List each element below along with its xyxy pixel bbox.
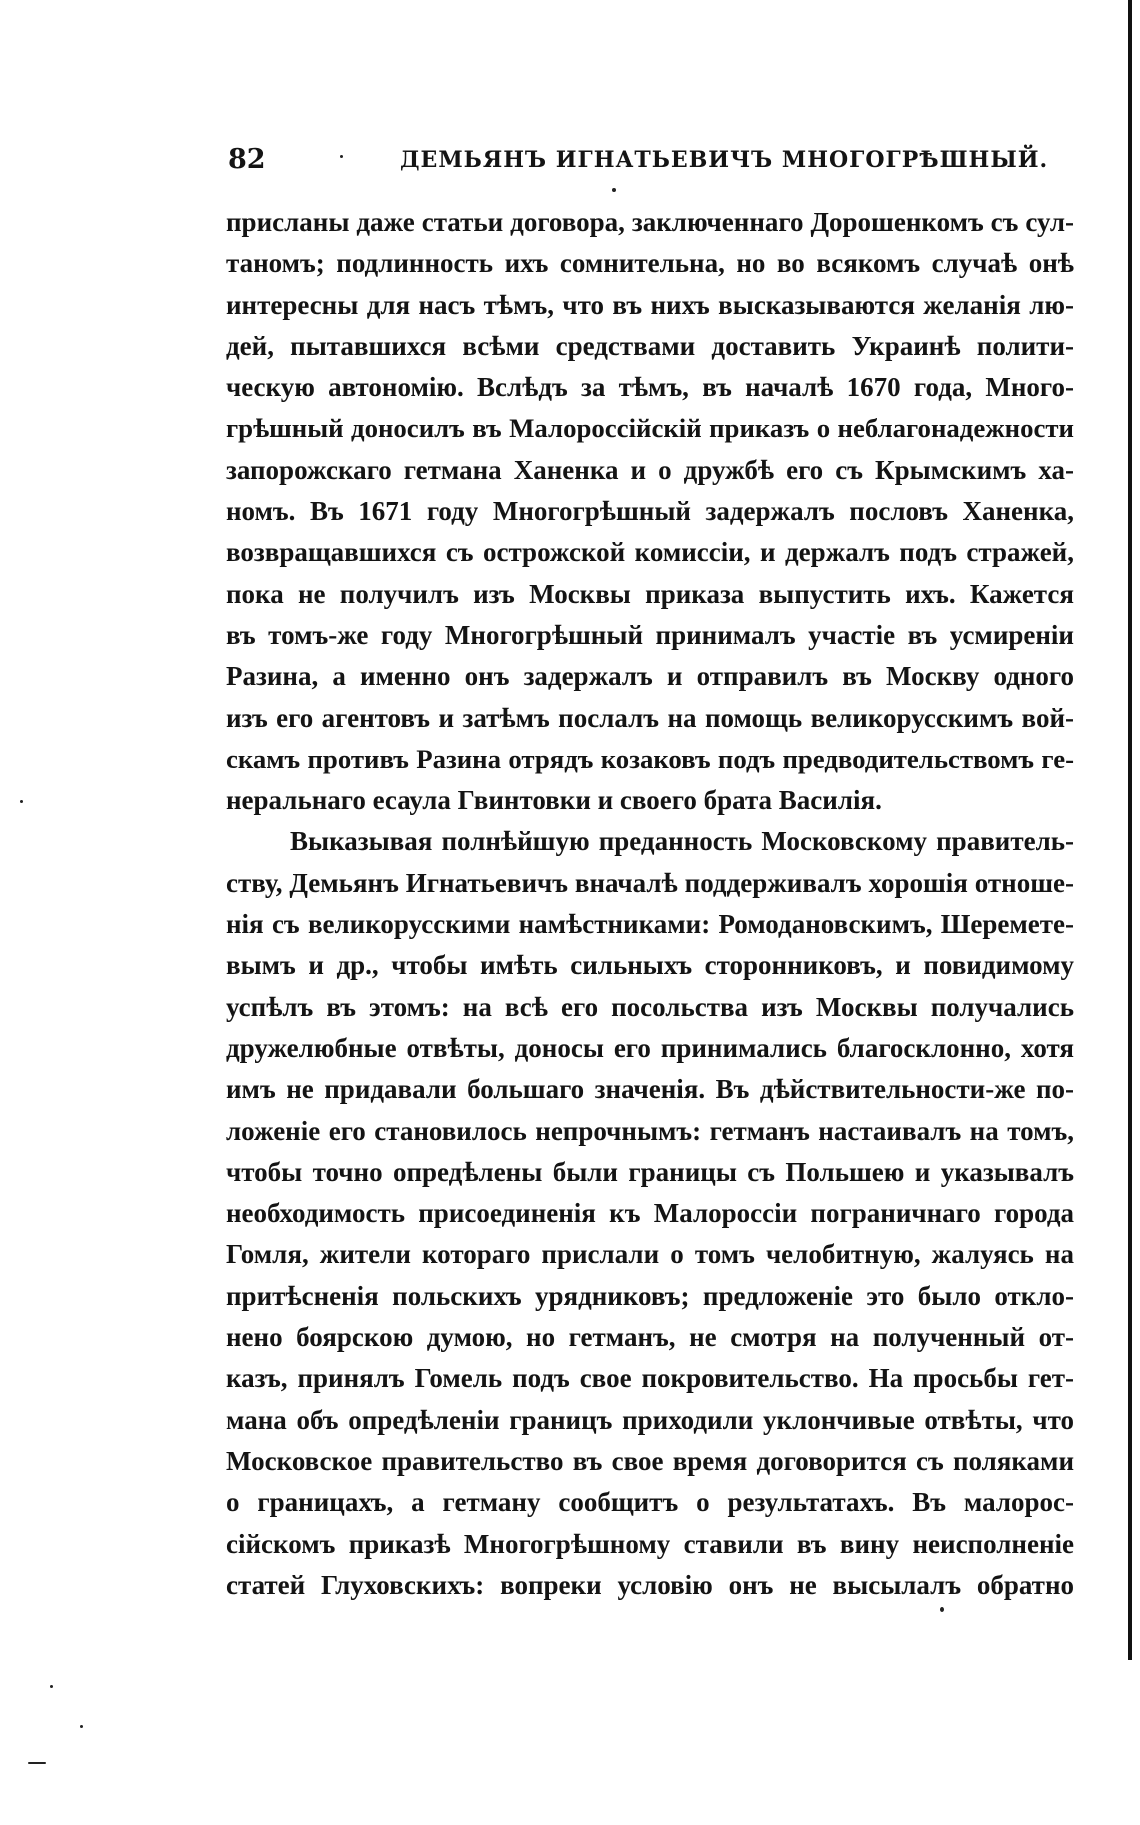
paragraph-2 <box>226 821 1074 1606</box>
text-line: номъ. Въ 1671 году Многогрѣшный задержалъ пословъ Ханенка, <box>226 496 1074 527</box>
text-line: сійскомъ приказѣ Многогрѣшному ставили въ вину неисполненіе <box>226 1528 1074 1559</box>
scan-speck <box>940 1607 944 1612</box>
text-line: чтобы точно опредѣлены были границы съ Польшею и указывалъ <box>226 1156 1074 1187</box>
scan-speck <box>340 155 343 158</box>
page-number: 82 <box>228 144 266 175</box>
scan-speck <box>28 1762 46 1764</box>
text-line: изъ его агентовъ и затѣмъ послалъ на помощь великорусскимъ вой- <box>226 702 1074 733</box>
text-line: ложеніе его становилось непрочнымъ: гетманъ настаивалъ на томъ, <box>226 1115 1074 1146</box>
text-line: неральнаго есаула Гвинтовки и своего брата Василія. <box>226 785 882 816</box>
text-line: о границахъ, а гетману сообщитъ о результатахъ. Въ малорос- <box>226 1487 1074 1518</box>
text-line: нено боярскою думою, но гетманъ, не смотря на полученный от- <box>226 1322 1074 1353</box>
text-line: Московское правительство въ свое время договорится съ поляками <box>226 1445 1074 1476</box>
body-text <box>226 202 1074 1606</box>
text-line: запорожскаго гетмана Ханенка и о дружбѣ его съ Крымскимъ ха- <box>226 454 1074 485</box>
text-line: имъ не придавали большаго значенія. Въ дѣйствительности-же по- <box>226 1074 1074 1105</box>
text-line: таномъ; подлинность ихъ сомнительна, но во всякомъ случаѣ онѣ <box>226 248 1074 279</box>
paragraph-1 <box>226 202 1074 821</box>
text-line: грѣшный доносилъ въ Малороссійскій приказъ о неблагонадежности <box>226 413 1074 444</box>
text-line: пока не получилъ изъ Москвы приказа выпустить ихъ. Кажется <box>226 578 1074 609</box>
text-line: Разина, а именно онъ задержалъ и отправилъ въ Москву одного <box>226 661 1074 692</box>
text-line: Выказывая полнѣйшую преданность Московскому правитель- <box>290 826 1074 857</box>
scan-speck <box>20 800 23 803</box>
text-line: ству, Демьянъ Игнатьевичъ вначалѣ поддерживалъ хорошія отноше- <box>226 867 1074 898</box>
scan-speck <box>612 188 616 192</box>
text-line: Гомля, жители котораго прислали о томъ челобитную, жалуясь на <box>226 1239 1074 1270</box>
text-line: вымъ и др., чтобы имѣть сильныхъ сторонниковъ, и повидимому <box>226 950 1074 981</box>
scan-speck <box>80 1725 83 1728</box>
text-line: ческую автономію. Вслѣдъ за тѣмъ, въ началѣ 1670 года, Много- <box>226 372 1074 403</box>
text-line: статей Глуховскихъ: вопреки условію онъ не высылалъ обратно <box>226 1569 1074 1600</box>
text-line: присланы даже статьи договора, заключеннаго Дорошенкомъ съ сул- <box>226 207 1074 237</box>
text-line: притѣсненія польскихъ урядниковъ; предложеніе это было откло- <box>226 1280 1074 1311</box>
text-line: необходимость присоединенія къ Малороссіи пограничнаго города <box>226 1198 1074 1229</box>
page-edge-line <box>1128 0 1132 1660</box>
text-line: успѣлъ въ этомъ: на всѣ его посольства изъ Москвы получались <box>226 991 1074 1022</box>
text-line: нія съ великорусскими намѣстниками: Ромодановскимъ, Шереметe- <box>226 909 1074 940</box>
text-line: интересны для насъ тѣмъ, что въ нихъ высказываются желанія лю- <box>226 289 1074 320</box>
running-head <box>228 140 1074 180</box>
text-line: скамъ противъ Разина отрядъ козаковъ подъ предводительствомъ ге- <box>226 743 1074 774</box>
text-line: въ томъ-же году Многогрѣшный принималъ участіе въ усмиреніи <box>226 619 1074 650</box>
scan-speck <box>50 1685 53 1688</box>
text-line: мана объ опредѣленіи границъ приходили уклончивые отвѣты, что <box>226 1404 1074 1435</box>
text-line: дружелюбные отвѣты, доносы его принимались благосклонно, хотя <box>226 1032 1074 1063</box>
text-line: казъ, принялъ Гомель подъ свое покровительство. На просьбы гет- <box>226 1363 1074 1394</box>
text-line: возвращавшихся съ острожской комиссіи, и держалъ подъ стражей, <box>226 537 1074 568</box>
text-line: дей, пытавшихся всѣми средствами доставить Украинѣ полити- <box>226 330 1074 361</box>
running-title: ДЕМЬЯНЪ ИГНАТЬЕВИЧЪ МНОГОГРѢШНЫЙ. <box>400 147 1049 173</box>
